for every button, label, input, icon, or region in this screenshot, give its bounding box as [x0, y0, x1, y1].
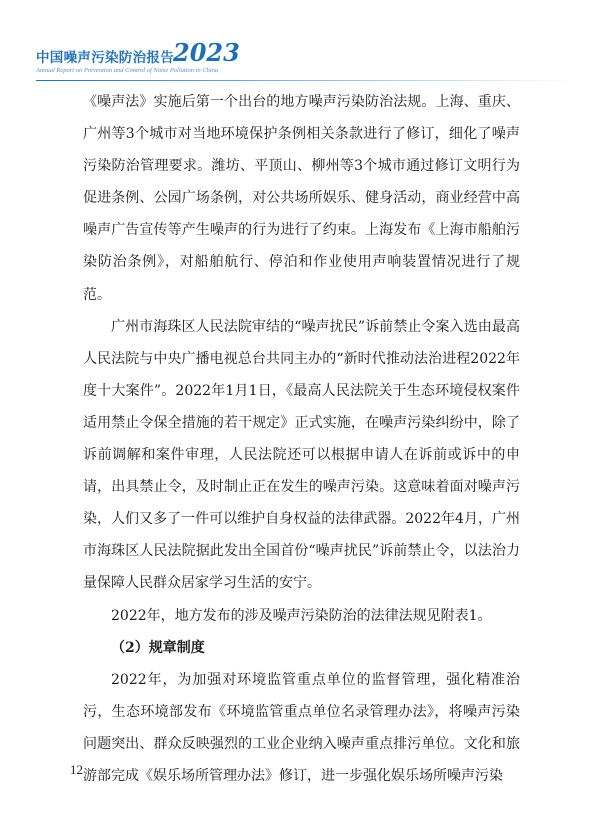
- paragraph-local-regulations: 《噪声法》实施后第一个出台的地方噪声污染防治法规。上海、重庆、广州等3个城市对当地环境保护条例相关条款进行了修订，细化了噪声污染防治管理要求。潍坊、平顶山、柳州等3个城市通过修订文明行为促进条例、公园广场条例，对公共场所娱乐、健身活动，商业经营中高噪声广告宣传等产生噪声的行为进行了约束。上海发布《上海市船舶污染防治条例》，对船舶航行、停泊和作业使用声响装置情况进行了规范。: [83, 94, 520, 303]
- header-divider: [36, 80, 576, 81]
- paragraph-rules-systems: 2022年，为加强对环境监管重点单位的监督管理，强化精准治污，生态环境部发布《环境监管重点单位名录管理办法》，将噪声污染问题突出、群众反映强烈的工业企业纳入噪声重点排污单位。文化和旅游部完成《娱乐场所管理办法》修订，进一步强化娱乐场所噪声污染: [83, 671, 520, 784]
- section-heading-rules: （2）规章制度: [111, 639, 205, 656]
- report-header: [36, 40, 576, 86]
- report-title: 中国噪声污染防治报告: [36, 50, 174, 66]
- page-number: 12: [70, 762, 83, 777]
- paragraph-appendix-note: 2022年，地方发布的涉及噪声污染防治的法律法规见附表1。: [111, 607, 492, 624]
- page-content: [83, 86, 520, 792]
- paragraph-court-case: 广州市海珠区人民法院审结的“噪声扰民”诉前禁止令案入选由最高人民法院与中央广播电视总台共同主办的“新时代推动法治进程2022年度十大案件”。2022年1月1日，《最高人民法院关于生态环境侵权案件适用禁止令保全措施的若干规定》正式实施，在噪声污染纠纷中，除了诉前调解和案件审理，人民法院还可以根据申请人在诉前或诉中的申请，出具禁止令，及时制止正在发生的噪声污染。这意味着面对噪声污染，人们又多了一件可以维护自身权益的法律武器。2022年4月，广州市海珠区人民法院据此发出全国首份“噪声扰民”诉前禁止令，以法治力量保障人民群众居家学习生活的安宁。: [83, 318, 520, 592]
- report-year: 2023: [173, 38, 240, 67]
- report-subtitle: Annual Report on Prevention and Control of Noise Pollution in China: [36, 67, 219, 74]
